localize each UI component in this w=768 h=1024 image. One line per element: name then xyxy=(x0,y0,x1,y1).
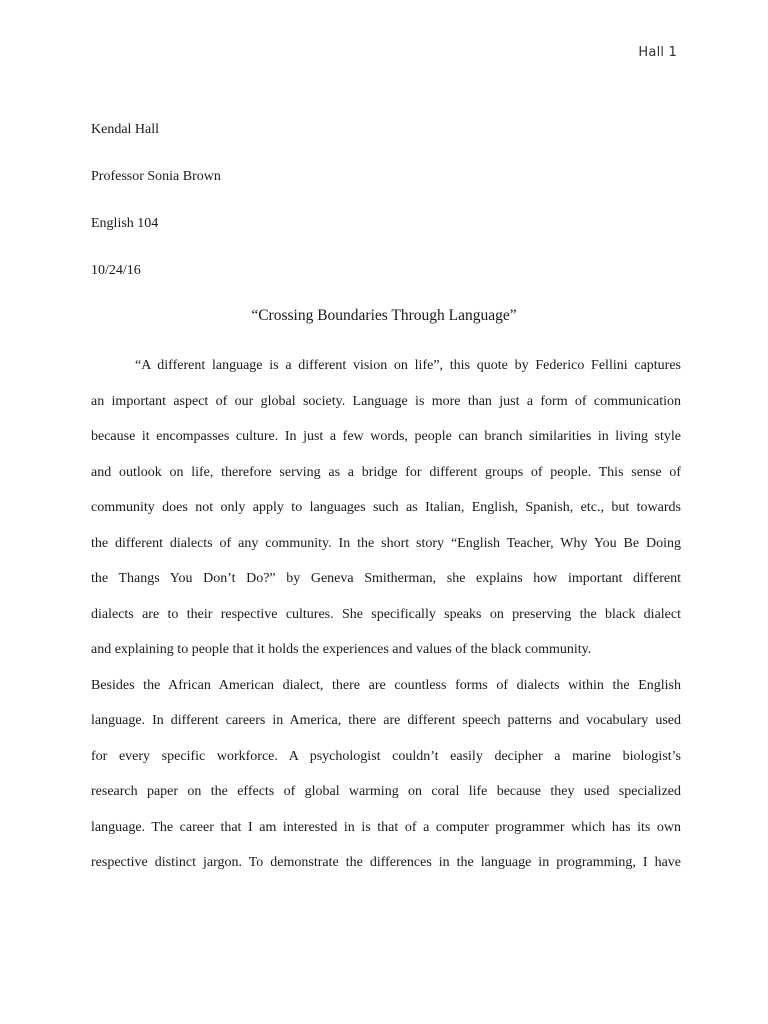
body-line: an important aspect of our global society. Language is more than just a form of communication xyxy=(91,393,681,409)
date: 10/24/16 xyxy=(91,263,141,278)
mla-heading xyxy=(91,121,691,309)
body-line: and outlook on life, therefore serving as a bridge for different groups of people. This sense of xyxy=(91,464,681,480)
body-line: language. In different careers in America, there are different speech patterns and vocabulary used xyxy=(91,713,681,728)
body-line: because it encompasses culture. In just a few words, people can branch similarities in living style xyxy=(91,429,681,444)
course-name: English 104 xyxy=(91,216,159,231)
body-paragraph xyxy=(91,357,681,890)
author-name: Kendal Hall xyxy=(91,122,160,137)
body-line: “A different language is a different vision on life”, this quote by Federico Fellini captures xyxy=(135,358,681,373)
body-line: for every specific workforce. A psychologist couldn’t easily decipher a marine biologist’s xyxy=(91,748,681,764)
body-line: and explaining to people that it holds the experiences and values of the black community. xyxy=(91,642,592,657)
body-line: language. The career that I am interested in is that of a computer programmer which has its own xyxy=(91,819,681,835)
essay-title: “Crossing Boundaries Through Language” xyxy=(251,307,517,324)
body-line: the Thangs You Don’t Do?” by Geneva Smitherman, she explains how important different xyxy=(91,571,681,586)
body-line: Besides the African American dialect, there are countless forms of dialects within the English xyxy=(91,677,681,693)
body-line: the different dialects of any community. In the short story “English Teacher, Why You Be Doing xyxy=(91,535,681,551)
body-line: respective distinct jargon. To demonstrate the differences in the language in programming, I have xyxy=(91,855,681,870)
body-line: research paper on the effects of global warming on coral life because they used specialized xyxy=(91,784,681,799)
body-line: community does not only apply to languages such as Italian, English, Spanish, etc., but towards xyxy=(91,500,681,515)
professor-name: Professor Sonia Brown xyxy=(91,169,221,184)
running-header: Hall 1 xyxy=(638,45,677,60)
body-line: dialects are to their respective cultures. She specifically speaks on preserving the black dialect xyxy=(91,606,681,622)
